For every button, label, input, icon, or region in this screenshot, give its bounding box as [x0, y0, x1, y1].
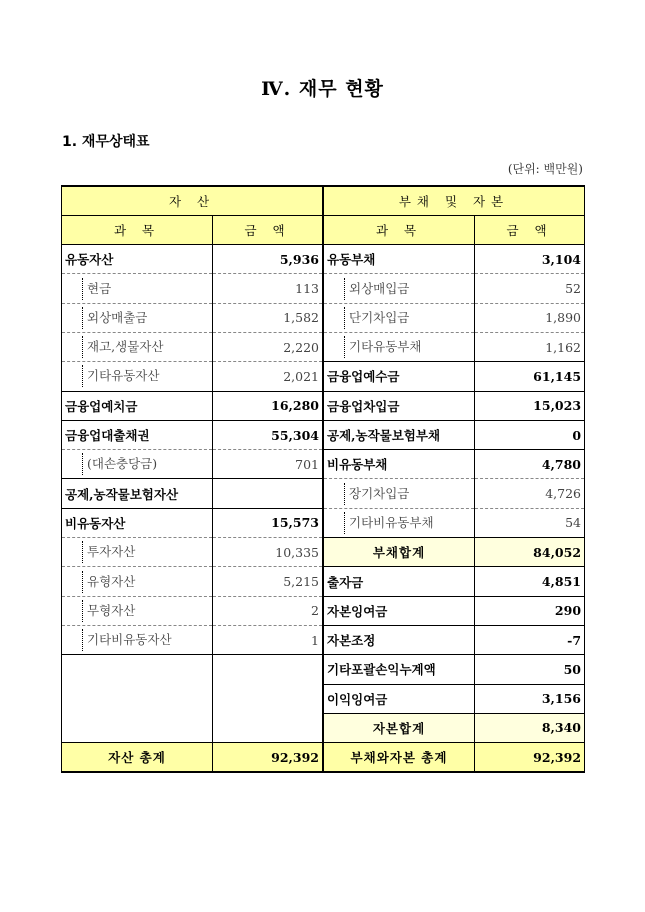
row-value: 16,280 — [213, 391, 323, 420]
row-label-text: 기타비유동자산 — [82, 629, 172, 651]
row-label-text: 장기차입금 — [344, 483, 409, 505]
table-row — [324, 332, 585, 361]
empty-row — [62, 684, 323, 713]
liabilities-table — [323, 185, 585, 773]
empty-cell — [62, 655, 213, 684]
table-row — [324, 655, 585, 684]
row-value: 55,304 — [213, 420, 323, 449]
row-label-text: 기타유동자산 — [82, 365, 159, 387]
total-label: 부채와자본 총계 — [324, 743, 475, 772]
row-label: 자본잉여금 — [324, 596, 475, 625]
row-value: 5,215 — [213, 567, 323, 596]
row-value: 2,021 — [213, 362, 323, 391]
empty-cell — [62, 684, 213, 713]
unit-label: (단위: 백만원) — [507, 162, 583, 176]
row-value: 15,573 — [213, 508, 323, 537]
table-row — [324, 625, 585, 654]
row-label — [62, 538, 213, 567]
row-value: 61,145 — [475, 362, 585, 391]
page-title: Ⅳ. 재무 현황 — [261, 78, 384, 100]
row-label — [62, 567, 213, 596]
row-label-text: 투자자산 — [82, 541, 135, 563]
table-row — [62, 332, 323, 361]
empty-row — [62, 655, 323, 684]
row-label — [62, 450, 213, 479]
table-row — [324, 596, 585, 625]
table-row — [324, 508, 585, 537]
row-label-text: (대손충당금) — [82, 453, 157, 475]
row-label-text: 기타유동부채 — [344, 336, 421, 358]
row-value: 4,851 — [475, 567, 585, 596]
liabilities-column-header-row — [324, 215, 585, 244]
total-label: 자산 총계 — [62, 743, 213, 772]
liabilities-col-item: 과 목 — [324, 215, 475, 244]
row-label: 금융업차입금 — [324, 391, 475, 420]
table-row — [324, 567, 585, 596]
row-label — [324, 303, 475, 332]
row-value: 1,162 — [475, 332, 585, 361]
liabilities-col-amount: 금 액 — [475, 215, 585, 244]
section-title: 1. 재무상태표 — [62, 134, 150, 150]
row-label: 금융업대출채권 — [62, 420, 213, 449]
row-label — [62, 596, 213, 625]
row-label: 자본합계 — [324, 713, 475, 742]
total-value: 92,392 — [475, 743, 585, 772]
row-label-text: 유형자산 — [82, 571, 135, 593]
table-row — [62, 274, 323, 303]
row-value: 50 — [475, 655, 585, 684]
row-label-text: 외상매출금 — [82, 307, 147, 329]
table-row — [324, 479, 585, 508]
table-row — [324, 684, 585, 713]
table-row — [324, 245, 585, 274]
assets-table — [61, 185, 323, 773]
row-label-text: 무형자산 — [82, 600, 135, 622]
row-value: 15,023 — [475, 391, 585, 420]
table-row — [324, 274, 585, 303]
row-value: 3,156 — [475, 684, 585, 713]
liabilities-header: 부채 및 자본 — [324, 186, 585, 215]
table-row — [62, 303, 323, 332]
row-value: 4,780 — [475, 450, 585, 479]
table-row — [324, 450, 585, 479]
assets-col-item: 과 목 — [62, 215, 213, 244]
table-row — [62, 508, 323, 537]
table-row — [62, 391, 323, 420]
empty-cell — [213, 684, 323, 713]
row-label — [62, 274, 213, 303]
row-value: 2 — [213, 596, 323, 625]
row-value: 8,340 — [475, 713, 585, 742]
empty-row — [62, 713, 323, 742]
row-value: 1 — [213, 625, 323, 654]
row-label: 공제,농작물보험부채 — [324, 420, 475, 449]
row-value: 54 — [475, 508, 585, 537]
row-label-text: 외상매입금 — [344, 278, 409, 300]
row-label — [324, 274, 475, 303]
total-value: 92,392 — [213, 743, 323, 772]
row-label — [324, 479, 475, 508]
row-label — [324, 508, 475, 537]
row-label — [62, 625, 213, 654]
row-value: 701 — [213, 450, 323, 479]
row-value: 113 — [213, 274, 323, 303]
row-label — [62, 303, 213, 332]
total-row — [324, 743, 585, 772]
table-row — [62, 245, 323, 274]
row-label: 유동부채 — [324, 245, 475, 274]
table-row — [62, 362, 323, 391]
row-value: 4,726 — [475, 479, 585, 508]
assets-header: 자 산 — [62, 186, 323, 215]
table-row — [62, 596, 323, 625]
row-label — [62, 362, 213, 391]
row-label: 기타포괄손익누계액 — [324, 655, 475, 684]
row-label-text: 기타비유동부채 — [344, 512, 434, 534]
table-row — [324, 303, 585, 332]
table-row — [324, 362, 585, 391]
row-label: 이익잉여금 — [324, 684, 475, 713]
row-value: 10,335 — [213, 538, 323, 567]
row-value: 2,220 — [213, 332, 323, 361]
table-row — [324, 420, 585, 449]
row-value: 84,052 — [475, 538, 585, 567]
row-label: 비유동부채 — [324, 450, 475, 479]
row-value — [213, 479, 323, 508]
table-row — [62, 450, 323, 479]
row-label: 유동자산 — [62, 245, 213, 274]
row-label: 자본조정 — [324, 625, 475, 654]
row-value: -7 — [475, 625, 585, 654]
table-row — [324, 538, 585, 567]
table-row — [62, 625, 323, 654]
row-value: 1,582 — [213, 303, 323, 332]
empty-cell — [62, 713, 213, 742]
row-label: 비유동자산 — [62, 508, 213, 537]
table-row — [62, 567, 323, 596]
table-row — [62, 538, 323, 567]
table-row — [324, 391, 585, 420]
row-value: 0 — [475, 420, 585, 449]
row-label — [324, 332, 475, 361]
table-row — [62, 420, 323, 449]
liabilities-header-row — [324, 186, 585, 215]
row-value: 1,890 — [475, 303, 585, 332]
row-label — [62, 332, 213, 361]
row-value: 290 — [475, 596, 585, 625]
empty-cell — [213, 655, 323, 684]
row-label: 부채합계 — [324, 538, 475, 567]
table-row — [62, 479, 323, 508]
row-label-text: 재고,생물자산 — [82, 336, 163, 358]
assets-col-amount: 금 액 — [213, 215, 323, 244]
row-label: 공제,농작물보험자산 — [62, 479, 213, 508]
row-label: 금융업예치금 — [62, 391, 213, 420]
assets-header-row — [62, 186, 323, 215]
row-value: 3,104 — [475, 245, 585, 274]
row-label-text: 단기차입금 — [344, 307, 409, 329]
row-value: 5,936 — [213, 245, 323, 274]
empty-cell — [213, 713, 323, 742]
row-label: 금융업예수금 — [324, 362, 475, 391]
row-label-text: 현금 — [82, 278, 111, 300]
total-row — [62, 743, 323, 772]
assets-column-header-row — [62, 215, 323, 244]
row-label: 출자금 — [324, 567, 475, 596]
table-row — [324, 713, 585, 742]
row-value: 52 — [475, 274, 585, 303]
